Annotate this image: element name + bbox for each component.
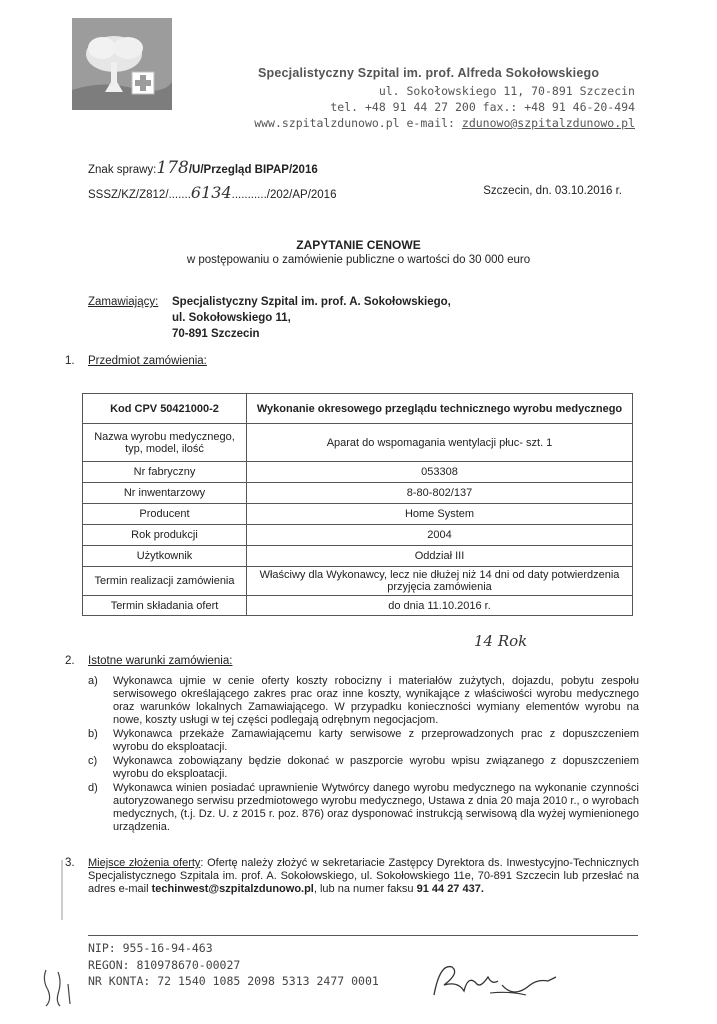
- client-name: Specjalistyczny Szpital im. prof. A. Sokołowskiego,: [172, 296, 451, 308]
- footer-nip: NIP: 955-16-94-463: [88, 941, 213, 955]
- row-value: 2004: [247, 525, 633, 546]
- item-marker: b): [88, 728, 98, 740]
- table-row: [83, 546, 633, 567]
- item-text: Wykonawca zobowiązany będzie dokonać w paszporcie wyrobu wpisu związanego z dopuszczeniem wyrobu do eksploatacji.: [113, 755, 639, 780]
- document-subtitle: w postępowaniu o zamówienie publiczne o wartości do 30 000 euro: [186, 254, 531, 266]
- row-label: Nazwa wyrobu medycznego, typ, model, ilość: [83, 424, 247, 462]
- section-3-text: : Ofertę należy złożyć w sekretariacie Zastępcy Dyrektora ds. Inwestycyjno-Technicznych Specjalistycznego Szpitala im. prof. A. Sokołowskiego, ul. Sokołowskiego 11e, 70-891 Szczecin lub przesłać na adres e-mail: [88, 857, 639, 895]
- item-text: Wykonawca przekaże Zamawiającemu karty serwisowe z przeprowadzonych prac z dopuszczeniem wyrobu do eksploatacji.: [113, 728, 639, 753]
- row-label: Rok produkcji: [83, 525, 247, 546]
- table-row: [83, 483, 633, 504]
- website-text: www.szpitalzdunowo.pl e-mail:: [254, 116, 462, 130]
- item-marker: d): [88, 782, 98, 794]
- hospital-name: Specjalistyczny Szpital im. prof. Alfreda Sokołowskiego: [258, 66, 600, 80]
- case-number-handwritten: 178: [156, 158, 189, 178]
- table-row: [83, 424, 633, 462]
- row-label: Producent: [83, 504, 247, 525]
- row-value: Oddział III: [247, 546, 633, 567]
- margin-line-icon: [60, 860, 64, 920]
- row-label: Użytkownik: [83, 546, 247, 567]
- table-row: [83, 596, 633, 616]
- cpv-code: Kod CPV 50421000-2: [83, 394, 247, 424]
- table-row: [83, 504, 633, 525]
- hospital-address: ul. Sokołowskiego 11, 70-891 Szczecin: [378, 84, 635, 98]
- case-number-label: Znak sprawy:: [88, 164, 157, 176]
- hospital-web-email: [254, 116, 635, 130]
- list-item: [88, 782, 639, 834]
- table-row: [83, 567, 633, 596]
- table-row: [83, 525, 633, 546]
- item-text: Wykonawca winien posiadać uprawnienie Wytwórcy danego wyrobu medycznego na wykonanie czynności autoryzowanego serwisu przedmiotowego wyrobu medycznego, Ustawa z dnia 20 maja 2010 r., o wyrobach medycznych, (t.j. Dz. U. z 2015 r. poz. 876) oraz dysponować instrukcją serwisową dla wyżej wymienionego urządzenia.: [113, 782, 639, 833]
- row-value: 053308: [247, 462, 633, 483]
- internal-reference: [88, 183, 336, 202]
- section-3-email[interactable]: techinwest@szpitalzdunowo.pl: [151, 883, 314, 895]
- item-text: Wykonawca ujmie w cenie oferty koszty robocizny i materiałów zużytych, dojazdu, pobytu zespołu serwisowego określającego zakres prac oraz inne koszty, wynikające z właściwości wyrobu medycznego oraz warunków lokalnych Zamawiającego. W przypadku konieczności wymiany elementów wyrobu na nowe, koszty usługi w tej części podlegają odrębnym negocjacjom.: [113, 675, 639, 726]
- footer-account: NR KONTA: 72 1540 1085 2098 5313 2477 0001: [88, 974, 379, 988]
- handwritten-date-note: 14 Rok: [474, 632, 528, 650]
- client-label: Zamawiający:: [88, 296, 159, 308]
- row-value: do dnia 11.10.2016 r.: [247, 596, 633, 616]
- row-value: Właściwy dla Wykonawcy, lecz nie dłużej niż 14 dni od daty potwierdzenia przyjęcia zamówienia: [247, 567, 633, 596]
- item-marker: c): [88, 755, 98, 767]
- margin-initials-icon: [40, 960, 80, 1010]
- row-value: Aparat do wspomagania wentylacji płuc- szt. 1: [247, 424, 633, 462]
- list-item: [88, 728, 639, 754]
- section-3-fax: 91 44 27 437.: [416, 883, 484, 895]
- footer-divider: [88, 935, 638, 936]
- row-label: Termin składania ofert: [83, 596, 247, 616]
- table-header-row: [83, 394, 633, 424]
- section-2-title: Istotne warunki zamówienia:: [88, 655, 233, 667]
- signature-icon: [430, 955, 560, 1005]
- row-label: Nr fabryczny: [83, 462, 247, 483]
- row-value: Home System: [247, 504, 633, 525]
- document-date: Szczecin, dn. 03.10.2016 r.: [483, 185, 622, 197]
- section-3-body: [88, 857, 639, 896]
- hospital-phone: tel. +48 91 44 27 200 fax.: +48 91 46-20-494: [330, 100, 635, 114]
- conditions-list: [88, 675, 639, 835]
- table-row: [83, 462, 633, 483]
- footer-regon: REGON: 810978670-00027: [88, 958, 241, 972]
- reference-handwritten: 6134: [190, 183, 232, 202]
- section-1-number: 1.: [65, 355, 75, 367]
- list-item: [88, 755, 639, 781]
- case-number-suffix: /U/Przegląd BIPAP/2016: [188, 164, 318, 176]
- email-link[interactable]: zdunowo@szpitalzdunowo.pl: [461, 116, 635, 130]
- row-value: 8-80-802/137: [247, 483, 633, 504]
- section-2-number: 2.: [65, 655, 75, 667]
- section-3-text-2: , lub na numer faksu: [313, 883, 417, 895]
- row-label: Termin realizacji zamówienia: [83, 567, 247, 596]
- tree-cross-logo-icon: [72, 18, 172, 110]
- document-title: ZAPYTANIE CENOWE: [296, 238, 421, 252]
- row-label: Nr inwentarzowy: [83, 483, 247, 504]
- item-marker: a): [88, 675, 98, 687]
- case-number: [88, 158, 318, 178]
- section-1-title: Przedmiot zamówienia:: [88, 355, 207, 367]
- spec-table: [82, 393, 633, 616]
- reference-suffix: .........../202/AP/2016: [231, 189, 337, 201]
- client-city: 70-891 Szczecin: [172, 328, 260, 340]
- client-street: ul. Sokołowskiego 11,: [172, 312, 291, 324]
- reference-prefix: SSSZ/KZ/Z812/.......: [88, 189, 191, 201]
- list-item: [88, 675, 639, 727]
- section-3-number: 3.: [65, 857, 75, 869]
- hospital-logo: [72, 18, 172, 110]
- service-description: Wykonanie okresowego przeglądu technicznego wyrobu medycznego: [247, 394, 633, 424]
- section-3-title: Miejsce złożenia oferty: [88, 857, 201, 869]
